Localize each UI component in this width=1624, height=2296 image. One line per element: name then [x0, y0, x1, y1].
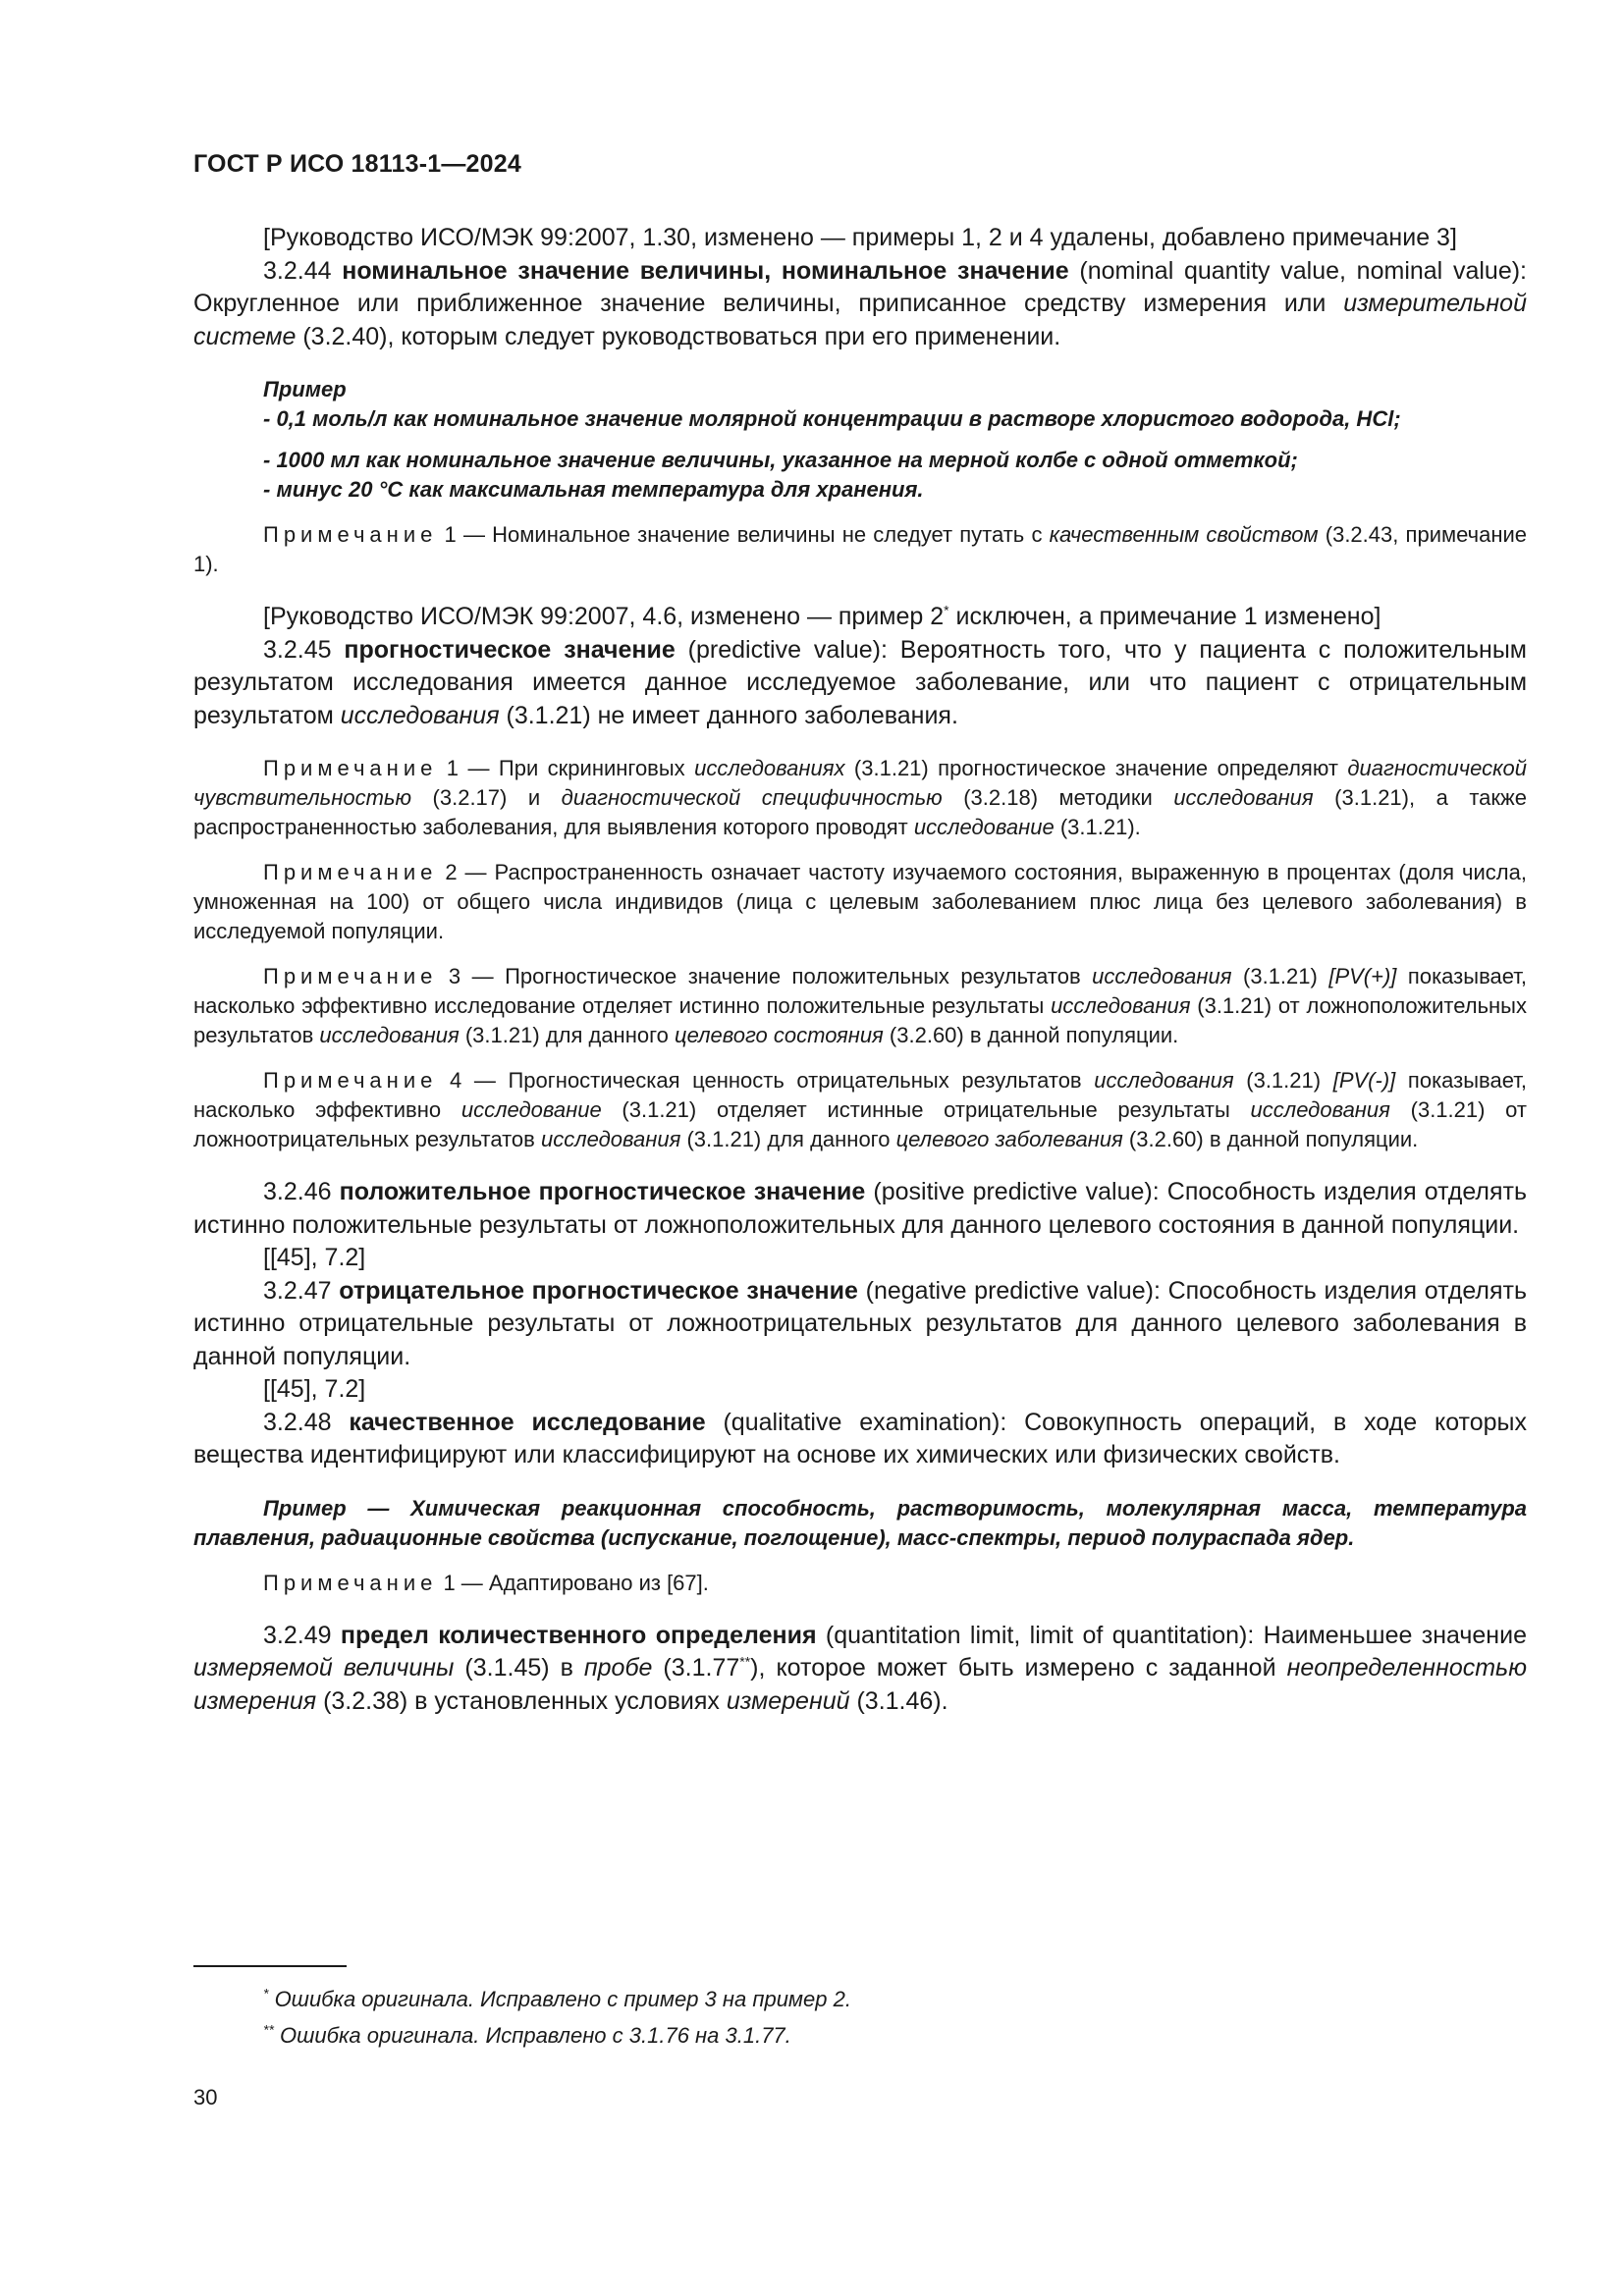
note: Примечание 4 — Прогностическая ценность отрицательных результатов исследования (3.1.21) [PV(-)] показывает, насколько эффективно исследование (3.1.21) отделяет истинные отрицательные результаты исследования (3.1.21) от ложноотрицательных результатов исследования (3.1.21) для данного целевого заболевания (3.2.60) в данной популяции. — [193, 1068, 1527, 1151]
source-reference: [[45], 7.2] — [263, 1244, 366, 1271]
footnotes — [263, 1981, 851, 2054]
footnote-mark: * — [944, 602, 949, 618]
footnote-mark: ** — [739, 1653, 751, 1670]
term-3-2-46: 3.2.46 положительное прогностическое значение (positive predictive value): Способность изделия отделять истинно положительные результаты от ложноположительных для данного целевого состояния в данной популяции. — [193, 1178, 1527, 1239]
term-3-2-49: 3.2.49 предел количественного определения (quantitation limit, limit of quantitation): Наименьшее значение измеряемой величины (3.1.45) в пробе (3.1.77**), которое может быть измерено с заданной неопределенностью измерения (3.2.38) в установленных условиях измерений (3.1.46). — [193, 1621, 1527, 1715]
term-3-2-45: 3.2.45 прогностическое значение (predictive value): Вероятность того, что у пациента с положительным результатом исследования имеется данное исследуемое заболевание, или что пациент с отрицательным результатом исследования (3.1.21) не имеет данного заболевания. — [193, 635, 1527, 729]
example-item: - минус 20 °С как максимальная температура для хранения. — [263, 477, 924, 502]
term-title: номинальное значение величины, номинальное значение — [342, 256, 1069, 285]
source-reference: [Руководство ИСО/МЭК 99:2007, 1.30, изменено — примеры 1, 2 и 4 удалены, добавлено примечание 3] — [263, 224, 1457, 251]
note: Примечание 1 — При скрининговых исследованиях (3.1.21) прогностическое значение определяют диагностической чувствительностью (3.2.17) и диагностической специфичностью (3.2.18) методики исследования (3.1.21), а также распространенностью заболевания, для выявления которого проводят исследование (3.1.21). — [193, 756, 1527, 839]
term-3-2-47: 3.2.47 отрицательное прогностическое значение (negative predictive value): Способность изделия отделять истинно отрицательные результаты от ложноотрицательных результатов для данного целевого заболевания в данной популяции. — [193, 1276, 1528, 1370]
term-title: предел количественного определения — [340, 1621, 817, 1649]
page-number: 30 — [193, 2085, 218, 2109]
note: Примечание 1 — Номинальное значение величины не следует путать с качественным свойством (3.2.43, примечание 1). — [193, 522, 1527, 576]
source-reference: [Руководство ИСО/МЭК 99:2007, 4.6, изменено — пример 2* исключен, а примечание 1 изменено] — [263, 602, 1381, 630]
example-title: Пример — [263, 377, 347, 401]
example-block — [193, 375, 1527, 505]
footnote: * Ошибка оригинала. Исправлено с пример 3 на пример 2. — [263, 1985, 851, 2011]
term-3-2-44: 3.2.44 номинальное значение величины, номинальное значение (nominal quantity value, nominal value): Округленное или приближенное значение величины, приписанное средству измерения или измерительной системе (3.2.40), которым следует руководствоваться при его применении. — [193, 256, 1527, 350]
footnote-mark: ** — [263, 2021, 274, 2038]
document-body — [193, 222, 1527, 1718]
footnote-mark: * — [263, 1985, 269, 2002]
term-title: отрицательное прогностическое значение — [339, 1276, 858, 1305]
term-title: качественное исследование — [349, 1408, 706, 1436]
term-title: положительное прогностическое значение — [339, 1178, 866, 1205]
term-3-2-48: 3.2.48 качественное исследование (qualitative examination): Совокупность операций, в ходе которых вещества идентифицируют или классифицируют на основе их химических или физических свойств. — [193, 1408, 1528, 1468]
example-item: - 1000 мл как номинальное значение величины, указанное на мерной колбе с одной отметкой; — [263, 448, 1298, 472]
footnote: ** Ошибка оригинала. Исправлено с 3.1.76 на 3.1.77. — [263, 2021, 791, 2048]
footnote-separator — [193, 1965, 347, 1967]
note: Примечание 2 — Распространенность означает частоту изучаемого состояния, выраженную в процентах (доля числа, умноженная на 100) от общего числа индивидов (лица с целевым заболеванием плюс лица без целевого заболевания) в исследуемой популяции. — [193, 860, 1527, 943]
document-header: ГОСТ Р ИСО 18113-1—2024 — [193, 150, 521, 178]
example-item: - 0,1 моль/л как номинальное значение молярной концентрации в растворе хлористого водорода, HCl; — [263, 406, 1401, 431]
note: Примечание 3 — Прогностическое значение положительных результатов исследования (3.1.21) [PV(+)] показывает, насколько эффективно исследование отделяет истинно положительные результаты исследования (3.1.21) от ложноположительных результатов исследования (3.1.21) для данного целевого состояния (3.2.60) в данной популяции. — [193, 964, 1527, 1047]
source-reference: [[45], 7.2] — [263, 1375, 366, 1403]
term-title: прогностическое значение — [344, 635, 676, 664]
example-block: Пример — Химическая реакционная способность, растворимость, молекулярная масса, температура плавления, радиационные свойства (испускание, поглощение), масс-спектры, период полураспада ядер. — [193, 1495, 1527, 1550]
note: Примечание 1 — Адаптировано из [67]. — [263, 1570, 709, 1595]
